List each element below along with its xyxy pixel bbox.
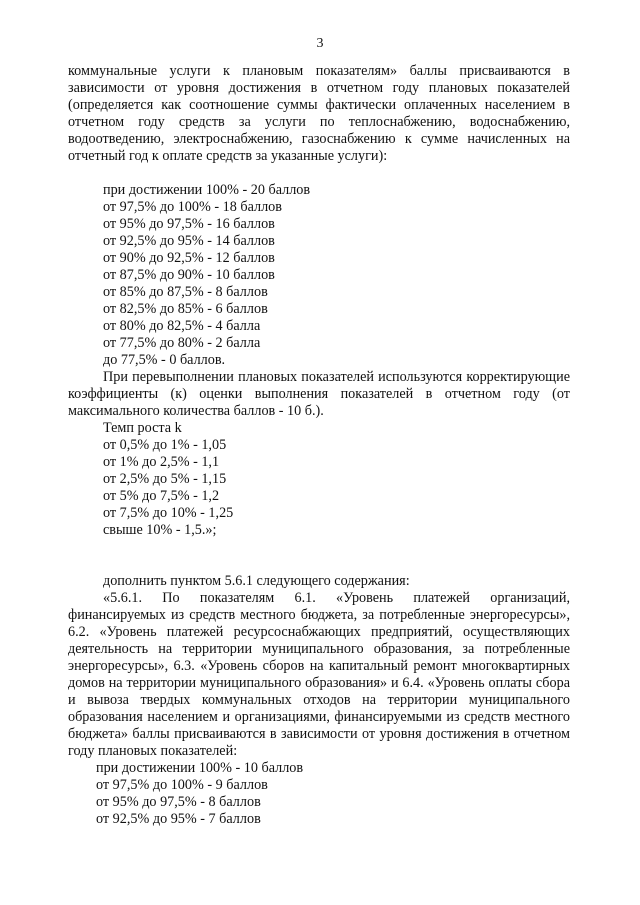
list-item: от 92,5% до 95% - 14 баллов [103,233,275,249]
list-item: при достижении 100% - 10 баллов [96,760,304,776]
list-item: от 0,5% до 1% - 1,05 [103,437,227,453]
list-item: от 80% до 82,5% - 4 балла [103,318,261,334]
list-item: от 77,5% до 80% - 2 балла [103,335,261,351]
list-item: свыше 10% - 1,5.»; [103,522,217,538]
list-item: от 90% до 92,5% - 12 баллов [103,250,275,266]
list-item: от 2,5% до 5% - 1,15 [103,471,227,487]
list-item: от 95% до 97,5% - 16 баллов [103,216,275,232]
paragraph-communal-services: коммунальные услуги к плановым показателям» баллы присваиваются в зависимости от уровня достижения в отчетном году плановых показателей (определяется как соотношение суммы фактически оплаченных населением в отчетном году средств за услуги по теплоснабжению, водоснабжению, водоотведению, электроснабжению, газоснабжению к сумме начисленных на отчетный год к оплате средств за указанные услуги): [68,63,570,164]
list-item: от 1% до 2,5% - 1,1 [103,454,220,470]
spacer [68,556,570,573]
paragraph-correction-coefficients: При перевыполнении плановых показателей используются корректирующие коэффициенты (к) оценки выполнения показателей в отчетном году (от максимального количества баллов - 10 б.). [68,369,570,419]
score-list-20 [68,182,570,369]
list-item: от 7,5% до 10% - 1,25 [103,505,234,521]
list-item: от 85% до 87,5% - 8 баллов [103,284,268,300]
list-item: от 97,5% до 100% - 9 баллов [96,777,268,793]
document-body [68,63,570,828]
paragraph-add-clause: дополнить пунктом 5.6.1 следующего содержания: [103,573,410,589]
list-item: до 77,5% - 0 баллов. [103,352,226,368]
list-item: Темп роста k [103,420,182,436]
list-item: от 95% до 97,5% - 8 баллов [96,794,261,810]
growth-rate-list [68,420,570,539]
paragraph-clause-5-6-1: «5.6.1. По показателям 6.1. «Уровень платежей организаций, финансируемых из средств местного бюджета, за потребленные энергоресурсы», 6.2. «Уровень платежей ресурсоснабжающих предприятий, осуществляющих деятельность на территории муниципального образования, за потребленные энергоресурсы», 6.3. «Уровень сборов на капитальный ремонт многоквартирных домов на территории муниципального образования» и 6.4. «Уровень оплаты сбора и вывоза твердых коммунальных отходов на территории муниципального образования населением и организациями, финансируемыми из средств местного бюджета» баллы присваиваются в зависимости от уровня достижения в отчетном году плановых показателей: [68,590,570,759]
list-item: от 82,5% до 85% - 6 баллов [103,301,268,317]
list-item: от 92,5% до 95% - 7 баллов [96,811,261,827]
list-item: от 97,5% до 100% - 18 баллов [103,199,282,215]
spacer [68,539,570,556]
score-list-10 [68,760,570,828]
list-item: от 87,5% до 90% - 10 баллов [103,267,275,283]
list-item: от 5% до 7,5% - 1,2 [103,488,220,504]
page-number: 3 [316,36,324,51]
list-item: при достижении 100% - 20 баллов [103,182,311,198]
